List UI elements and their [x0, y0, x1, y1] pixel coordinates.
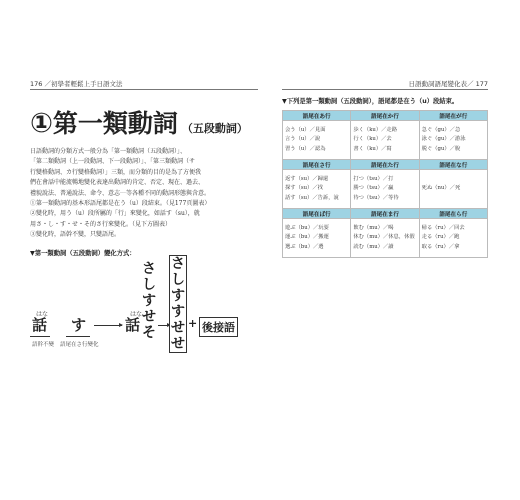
- table-cell: [351, 170, 419, 209]
- conjugation-diagram: [30, 255, 258, 373]
- verb-entry: 話す（su）／告訴，說: [285, 194, 339, 201]
- left-header-text: 176 ／初學者輕鬆上手日語文法: [30, 80, 123, 88]
- verb-entry: 脱ぐ（gu）／脫: [421, 145, 461, 152]
- verb-kanji: 話: [32, 315, 48, 334]
- verb-entry: 遊ぶ（bu）／玩耍: [285, 224, 329, 231]
- verb-entry: 探す（su）／找: [285, 185, 323, 192]
- verb-entry: 習う（u）／認為: [285, 145, 326, 152]
- verb-entry: 急ぐ（gu）／急: [421, 126, 461, 133]
- column-header: 語尾在な行: [419, 160, 487, 170]
- ending-underline: [66, 336, 90, 337]
- table-cell: [283, 121, 351, 160]
- column-header: 語尾在ば行: [283, 209, 351, 219]
- verb-entry: 休む（mu）／休息，休假: [353, 234, 415, 241]
- column-header: 語尾在ま行: [351, 209, 419, 219]
- column-header: 語尾在か行: [351, 111, 419, 121]
- table-cell: [419, 121, 487, 160]
- verb-entry: 運ぶ（bu）／搬運: [285, 234, 329, 241]
- stem-label: 語幹不變: [32, 341, 55, 348]
- paragraph-line: 「第二類動詞（上一段動詞、下一段動詞）」、「第三類動詞（サ: [30, 158, 196, 166]
- column-header: 語尾在が行: [419, 111, 487, 121]
- suffix-box: 後接語: [199, 317, 238, 337]
- table-cell: [283, 170, 351, 209]
- table-header-row: [283, 209, 488, 219]
- table-cell: [351, 121, 419, 160]
- stem-underline: [30, 336, 50, 337]
- ending-column-short: さしすせそ: [142, 260, 156, 341]
- verb-entry: 打つ（tsu）／打: [353, 175, 394, 182]
- table-cell: [351, 219, 419, 258]
- column-header: 語尾在ら行: [419, 209, 487, 219]
- verb-entry: 勝つ（tsu）／贏: [353, 185, 394, 192]
- page-title: [30, 110, 258, 137]
- verb-entry: 読む（mu）／讀: [353, 243, 394, 250]
- rule-line: ②變化時，用う（u）段所屬的「行」來變化，如話す（su），就: [30, 210, 200, 218]
- table-heading: ▼下列是第一類動詞（五段動詞），語尾都是在う（u）段結束。: [282, 98, 459, 105]
- table-row: [283, 121, 488, 160]
- verb-entry: 待つ（tsu）／等待: [353, 194, 399, 201]
- verb-entry: 飲む（mu）／喝: [353, 224, 394, 231]
- rule-line: ③變化時，語幹不變，只變語尾。: [30, 231, 121, 239]
- title-number: ①: [30, 108, 53, 139]
- table-cell: [419, 170, 487, 209]
- rule-line: ①第一類動詞的基本形語尾都是在う（u）段結束。（見177頁圖表）: [30, 200, 211, 208]
- column-header: 語尾在さ行: [283, 160, 351, 170]
- paragraph-line: 禮貌說法、普通說法、命令、意志⋯等各種不同的動詞形態與含意。: [30, 189, 211, 197]
- column-header: 語尾在た行: [351, 160, 419, 170]
- ending-column-long: さしすすせせ: [171, 255, 185, 352]
- verb-entry: 言う（u）／說: [285, 136, 321, 143]
- column-header: 語尾在あ行: [283, 111, 351, 121]
- ending-label: 語尾在さ行變化: [60, 341, 99, 348]
- paragraph-line: 們在會話中能流暢地變化表達出動詞的肯定、否定、現在、過去、: [30, 179, 205, 187]
- verb-entry: 歩く（ku）／走路: [353, 126, 398, 133]
- title-sub: （五段動詞）: [181, 122, 248, 135]
- verb-entry: 行く（ku）／去: [353, 136, 392, 143]
- rule-line: 用さ・し・す・せ・そ的さ行來變化。（見下方圖表）: [30, 220, 172, 228]
- verb-entry: 泳ぐ（gu）／游泳: [421, 136, 466, 143]
- table-header-row: [283, 111, 488, 121]
- verb-entry: 帰る（ru）／回去: [421, 224, 465, 231]
- verb-entry: 取る（ru）／拿: [421, 243, 460, 250]
- right-page-header: [282, 76, 488, 90]
- body-text: [30, 147, 258, 241]
- verb-entry: 選ぶ（bu）／選: [285, 243, 324, 250]
- table-cell: [419, 219, 487, 258]
- furigana: はな: [36, 310, 49, 318]
- verb-kanji: 話: [125, 315, 141, 334]
- section-heading: ▼第一類動詞（五段動詞）變化方式：: [30, 249, 136, 257]
- furigana: はな: [130, 310, 143, 318]
- left-page-header: [30, 76, 258, 90]
- table-row: [283, 170, 488, 209]
- paragraph-line: 日語動詞的分類方式一般分為「第一類動詞（五段動詞）」、: [30, 148, 187, 155]
- verb-entry: 書く（ku）／寫: [353, 145, 392, 152]
- verb-entry: 会う（u）／見面: [285, 126, 326, 133]
- verb-entry: 死ぬ（nu）／死: [421, 185, 461, 192]
- arrow-1: [94, 325, 122, 326]
- right-header-text: 日語動詞語尾變化表／ 177: [408, 80, 488, 88]
- verb-entry: 走る（ru）／跑: [421, 234, 460, 241]
- verb-entry: 返す（su）／歸還: [285, 175, 329, 182]
- plus-sign: +: [188, 316, 198, 330]
- table-cell: [283, 219, 351, 258]
- paragraph-line: 行變格動詞、カ行變格動詞）」三類，而分類的目的是為了方便我: [30, 168, 202, 176]
- verb-table: [282, 110, 488, 258]
- table-row: [283, 219, 488, 258]
- title-main: 第一類動詞: [52, 109, 178, 138]
- table-header-row: [283, 160, 488, 170]
- left-page: [30, 76, 258, 426]
- right-page: [282, 76, 488, 426]
- verb-ending: す: [71, 315, 87, 334]
